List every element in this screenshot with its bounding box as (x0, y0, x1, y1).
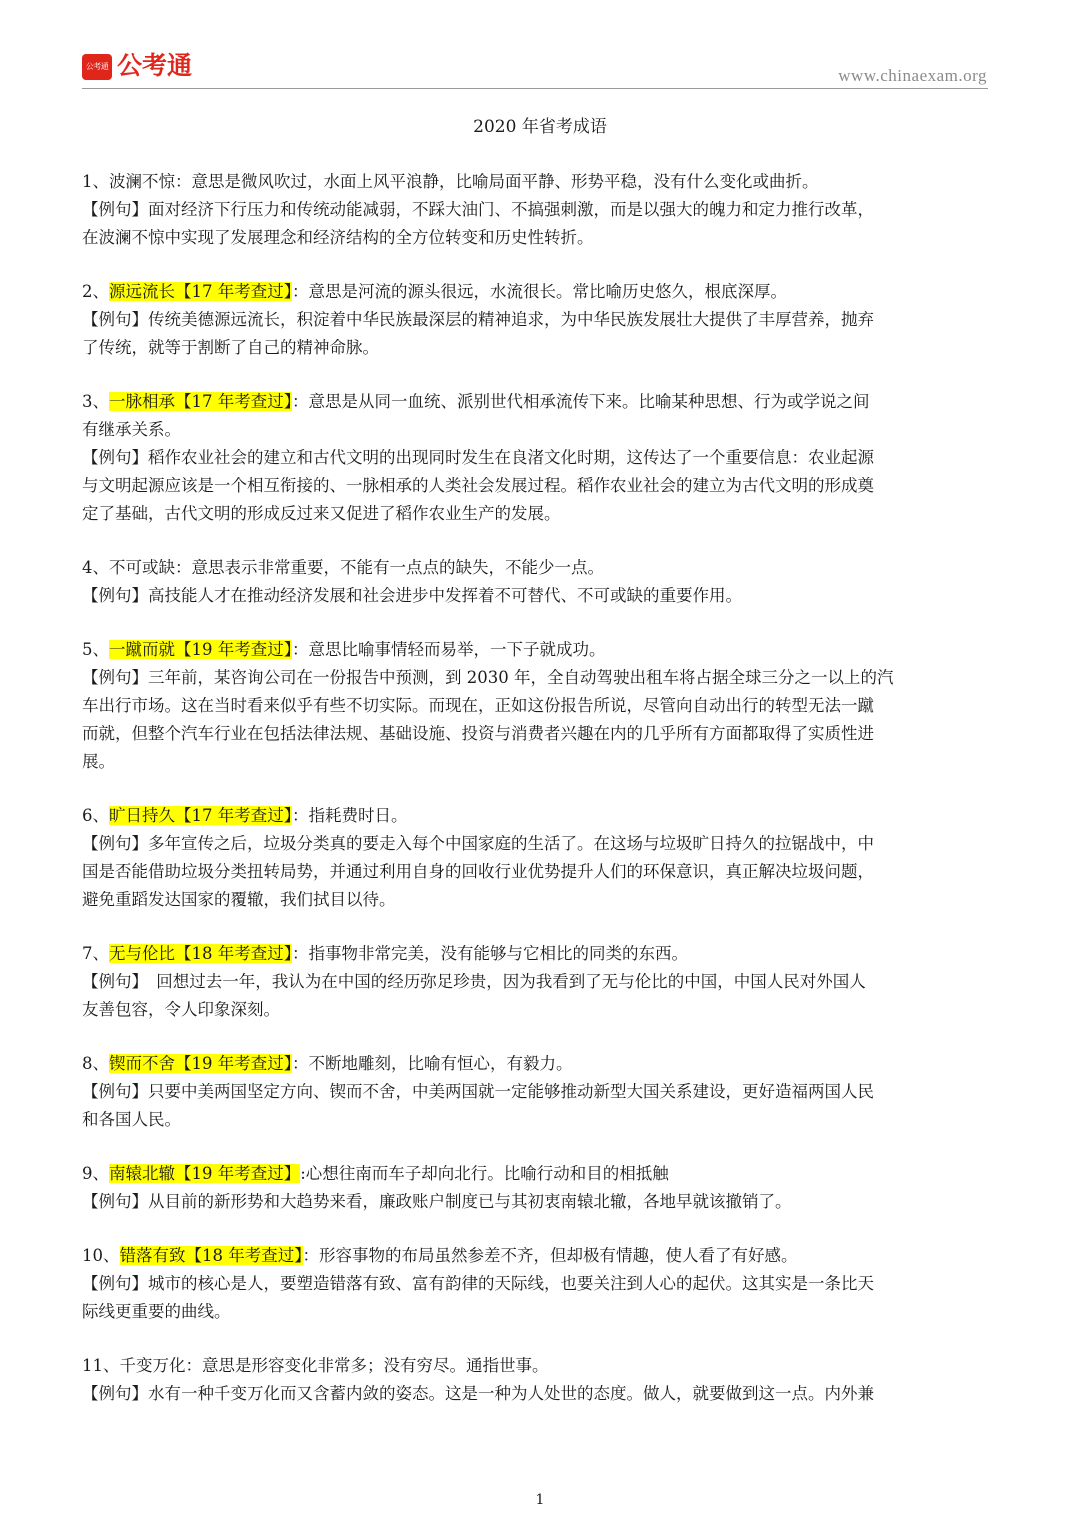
idiom-entry (82, 1242, 1000, 1326)
example-label: 【例句】 (82, 972, 140, 991)
idiom-entry (82, 802, 1000, 914)
example-continuation: 友善包容，令人印象深刻。 (82, 1000, 280, 1019)
idiom-entry (82, 636, 1000, 776)
idiom-definition: ：指事物非常完美，没有能够与它相比的同类的东西。 (292, 944, 688, 963)
idiom-headline (82, 554, 1000, 582)
entry-number: 7、 (82, 944, 109, 963)
example-continuation: 定了基础，古代文明的形成反过来又促进了稻作农业生产的发展。 (82, 504, 561, 523)
example-continuation: 际线更重要的曲线。 (82, 1302, 231, 1321)
example-label: 【例句】 (82, 448, 148, 467)
example-text: 水有一种千变万化而又含蓄内敛的姿态。这是一种为人处世的态度。做人，就要做到这一点。内外兼 (148, 1384, 874, 1403)
example-sentence (82, 1380, 1000, 1408)
idiom-entry (82, 168, 1000, 252)
idiom-entry (82, 1352, 1000, 1408)
idiom-definition: ：意思是河流的源头很远，水流很长。常比喻历史悠久，根底深厚。 (292, 282, 787, 301)
idiom-headline (82, 388, 1000, 416)
example-sentence (82, 582, 1000, 610)
idiom-definition: ：意思表示非常重要，不能有一点点的缺失，不能少一点。 (175, 558, 604, 577)
idiom-entry (82, 1050, 1000, 1134)
idiom-list (82, 168, 1000, 1434)
idiom-entry (82, 388, 1000, 528)
example-text: 城市的核心是人，要塑造错落有致、富有韵律的天际线，也要关注到人心的起伏。这其实是一条比天 (148, 1274, 874, 1293)
idiom-entry (82, 1160, 1000, 1216)
logo-wordmark: 公考通 (117, 51, 193, 80)
idiom-definition: :心想往南而车子却向北行。比喻行动和目的相抵触 (300, 1164, 669, 1183)
idiom-entry (82, 940, 1000, 1024)
idiom-headline (82, 168, 1000, 196)
idiom-headline (82, 1050, 1000, 1078)
idiom-headline (82, 278, 1000, 306)
idiom-entry (82, 554, 1000, 610)
entry-number: 4、 (82, 558, 109, 577)
idiom-term: 源远流长 (109, 282, 175, 301)
example-label: 【例句】 (82, 668, 148, 687)
entry-number: 2、 (82, 282, 109, 301)
website-url: www.chinaexam.org (838, 66, 987, 85)
exam-year-tag: 【19 年考查过】 (175, 1164, 301, 1183)
idiom-headline (82, 940, 1000, 968)
idiom-headline (82, 1160, 1000, 1188)
entry-number: 6、 (82, 806, 109, 825)
idiom-headline (82, 1352, 1000, 1380)
idiom-term: 旷日持久 (109, 806, 175, 825)
logo-icon: 公考通 (82, 54, 112, 80)
definition-continuation: 有继承关系。 (82, 420, 181, 439)
idiom-definition: ：意思比喻事情轻而易举，一下子就成功。 (292, 640, 606, 659)
entry-number: 9、 (82, 1164, 109, 1183)
entry-number: 8、 (82, 1054, 109, 1073)
page-number: 1 (535, 1492, 545, 1508)
example-sentence (82, 1270, 1000, 1298)
example-sentence (82, 196, 1000, 224)
idiom-definition: ：意思是从同一血统、派别世代相承流传下来。比喻某种思想、行为或学说之间 (292, 392, 870, 411)
example-label: 【例句】 (82, 1082, 148, 1101)
example-continuation: 展。 (82, 752, 115, 771)
idiom-term: 波澜不惊 (109, 172, 175, 191)
idiom-term: 锲而不舍 (109, 1054, 175, 1073)
idiom-definition: ：意思是形容变化非常多；没有穷尽。通指世事。 (185, 1356, 549, 1375)
example-continuation: 车出行市场。这在当时看来似乎有些不切实际。而现在，正如这份报告所说，尽管向自动出行的转型无法一蹴 (82, 696, 874, 715)
example-continuation: 了传统，就等于割断了自己的精神命脉。 (82, 338, 379, 357)
idiom-entry (82, 278, 1000, 362)
example-continuation: 避免重蹈发达国家的覆辙，我们拭目以待。 (82, 890, 396, 909)
entry-number: 1、 (82, 172, 109, 191)
example-sentence (82, 1078, 1000, 1106)
exam-year-tag: 【17 年考查过】 (175, 806, 292, 825)
example-label: 【例句】 (82, 1274, 148, 1293)
example-text: 高技能人才在推动经济发展和社会进步中发挥着不可替代、不可或缺的重要作用。 (148, 586, 742, 605)
example-text: 三年前，某咨询公司在一份报告中预测，到 2030 年，全自动驾驶出租车将占据全球三分之一以上的汽 (148, 668, 894, 687)
example-text: 只要中美两国坚定方向、锲而不舍，中美两国就一定能够推动新型大国关系建设，更好造福两国人民 (148, 1082, 874, 1101)
exam-year-tag: 【18 年考查过】 (185, 1246, 303, 1265)
exam-year-tag: 【19 年考查过】 (175, 640, 292, 659)
example-sentence (82, 1188, 1000, 1216)
idiom-definition: ：意思是微风吹过，水面上风平浪静，比喻局面平静、形势平稳，没有什么变化或曲折。 (175, 172, 819, 191)
example-continuation: 国是否能借助垃圾分类扭转局势，并通过利用自身的回收行业优势提升人们的环保意识，真正解决垃圾问题， (82, 862, 874, 881)
idiom-term: 一蹴而就 (109, 640, 175, 659)
example-text: 多年宣传之后，垃圾分类真的要走入每个中国家庭的生活了。在这场与垃圾旷日持久的拉锯战中，中 (148, 834, 874, 853)
idiom-term: 一脉相承 (109, 392, 175, 411)
example-label: 【例句】 (82, 1384, 148, 1403)
example-continuation: 和各国人民。 (82, 1110, 181, 1129)
example-sentence (82, 968, 1000, 996)
entry-number: 11、 (82, 1356, 120, 1375)
idiom-headline (82, 1242, 1000, 1270)
exam-year-tag: 【18 年考查过】 (175, 944, 292, 963)
idiom-term: 千变万化 (119, 1356, 186, 1375)
example-label: 【例句】 (82, 834, 148, 853)
entry-number: 10、 (82, 1246, 120, 1265)
idiom-term: 南辕北辙 (109, 1164, 175, 1183)
example-sentence (82, 830, 1000, 858)
example-text: 面对经济下行压力和传统动能减弱，不踩大油门、不搞强刺激，而是以强大的魄力和定力推行改革， (148, 200, 874, 219)
idiom-term: 无与伦比 (109, 944, 175, 963)
idiom-definition: ：形容事物的布局虽然参差不齐，但却极有情趣，使人看了有好感。 (302, 1246, 798, 1265)
example-label: 【例句】 (82, 200, 148, 219)
idiom-definition: ：指耗费时日。 (292, 806, 408, 825)
entry-number: 3、 (82, 392, 109, 411)
example-sentence (82, 306, 1000, 334)
example-text: 从目前的新形势和大趋势来看，廉政账户制度已与其初衷南辕北辙，各地早就该撤销了。 (148, 1192, 792, 1211)
example-text: 稻作农业社会的建立和古代文明的出现同时发生在良渚文化时期，这传达了一个重要信息：农业起源 (148, 448, 874, 467)
entry-number: 5、 (82, 640, 109, 659)
idiom-headline (82, 802, 1000, 830)
exam-year-tag: 【17 年考查过】 (175, 282, 292, 301)
header-divider (82, 88, 988, 89)
example-label: 【例句】 (82, 586, 148, 605)
example-label: 【例句】 (82, 1192, 148, 1211)
example-continuation: 而就，但整个汽车行业在包括法律法规、基础设施、投资与消费者兴趣在内的几乎所有方面都取得了实质性进 (82, 724, 874, 743)
example-continuation: 在波澜不惊中实现了发展理念和经济结构的全方位转变和历史性转折。 (82, 228, 594, 247)
example-label: 【例句】 (82, 310, 148, 329)
idiom-definition: ：不断地雕刻，比喻有恒心，有毅力。 (292, 1054, 573, 1073)
example-sentence (82, 444, 1000, 472)
idiom-term: 不可或缺 (109, 558, 175, 577)
document-title: 2020 年省考成语 (473, 117, 607, 137)
example-text: 回想过去一年，我认为在中国的经历弥足珍贵，因为我看到了无与伦比的中国，中国人民对外国人 (139, 972, 866, 991)
idiom-term: 错落有致 (119, 1246, 186, 1265)
exam-year-tag: 【19 年考查过】 (175, 1054, 292, 1073)
exam-year-tag: 【17 年考查过】 (175, 392, 292, 411)
example-continuation: 与文明起源应该是一个相互衔接的、一脉相承的人类社会发展过程。稻作农业社会的建立为古代文明的形成奠 (82, 476, 874, 495)
idiom-headline (82, 636, 1000, 664)
example-sentence (82, 664, 1000, 692)
page-header (0, 0, 1080, 90)
example-text: 传统美德源远流长，积淀着中华民族最深层的精神追求，为中华民族发展壮大提供了丰厚营养，抛弃 (148, 310, 874, 329)
